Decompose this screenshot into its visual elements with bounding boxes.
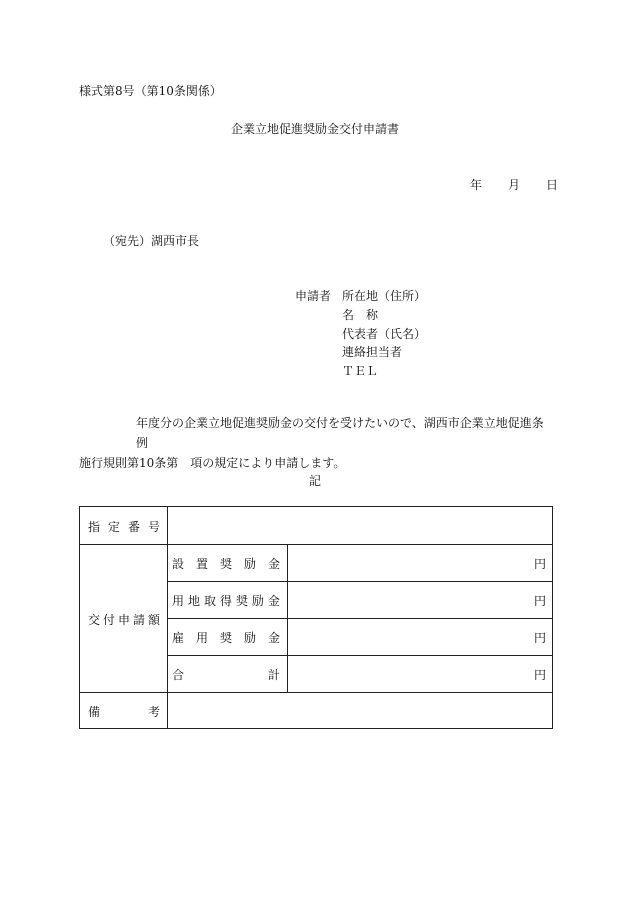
employment-incentive-label: 雇 用 奨 励 金 bbox=[172, 631, 280, 645]
statement-line-2 bbox=[79, 453, 553, 473]
statement-line-2-part-a: 施行規則第10条第 bbox=[79, 456, 179, 470]
yen-unit: 円 bbox=[533, 557, 546, 571]
applicant-fields bbox=[342, 287, 426, 381]
designation-number-input[interactable] bbox=[168, 507, 552, 544]
employment-incentive-amount-input[interactable] bbox=[288, 619, 552, 655]
designation-number-label: 指 定 番 号 bbox=[88, 520, 160, 534]
applicant-label: 申請者 bbox=[295, 289, 332, 303]
yen-unit: 円 bbox=[533, 631, 546, 645]
installation-incentive-label: 設 置 奨 励 金 bbox=[172, 557, 280, 571]
statement-line-2-part-b: 項の規定により申請します。 bbox=[190, 456, 346, 470]
land-acquisition-incentive-label: 用 地 取 得 奨 励 金 bbox=[172, 594, 280, 608]
applicant-tel-label: ＴＥＬ bbox=[342, 364, 379, 379]
installation-incentive-amount-input[interactable] bbox=[288, 545, 552, 581]
grant-application-table bbox=[79, 506, 553, 729]
yen-unit: 円 bbox=[533, 668, 546, 682]
date-line bbox=[470, 176, 558, 193]
applicant-address-label: 所在地（住所） bbox=[342, 289, 427, 303]
statement-line-1: 年度分の企業立地促進奨励金の交付を受けたいので、湖西市企業立地促進条例 bbox=[136, 416, 544, 450]
remarks-input[interactable] bbox=[168, 693, 552, 728]
total-label: 合 計 bbox=[172, 668, 280, 682]
remarks-label: 備 考 bbox=[88, 705, 160, 719]
month-label: 月 bbox=[508, 178, 521, 192]
applicant-name-label: 名 称 bbox=[342, 307, 379, 322]
total-amount-input[interactable] bbox=[288, 656, 552, 692]
application-amount-label: 交 付 申 請 額 bbox=[88, 613, 160, 627]
addressee: （宛先）湖西市長 bbox=[103, 234, 200, 248]
form-number: 様式第8号（第10条関係） bbox=[79, 84, 222, 98]
year-label: 年 bbox=[470, 178, 483, 192]
applicant-contact-person-label: 連絡担当者 bbox=[342, 345, 403, 360]
yen-unit: 円 bbox=[533, 594, 546, 608]
day-label: 日 bbox=[546, 178, 559, 192]
ki-heading: 記 bbox=[308, 474, 321, 488]
applicant-representative-label: 代表者（氏名） bbox=[342, 326, 427, 341]
land-acquisition-incentive-amount-input[interactable] bbox=[288, 582, 552, 618]
application-statement bbox=[79, 413, 553, 473]
document-title: 企業立地促進奨励金交付申請書 bbox=[230, 122, 399, 136]
